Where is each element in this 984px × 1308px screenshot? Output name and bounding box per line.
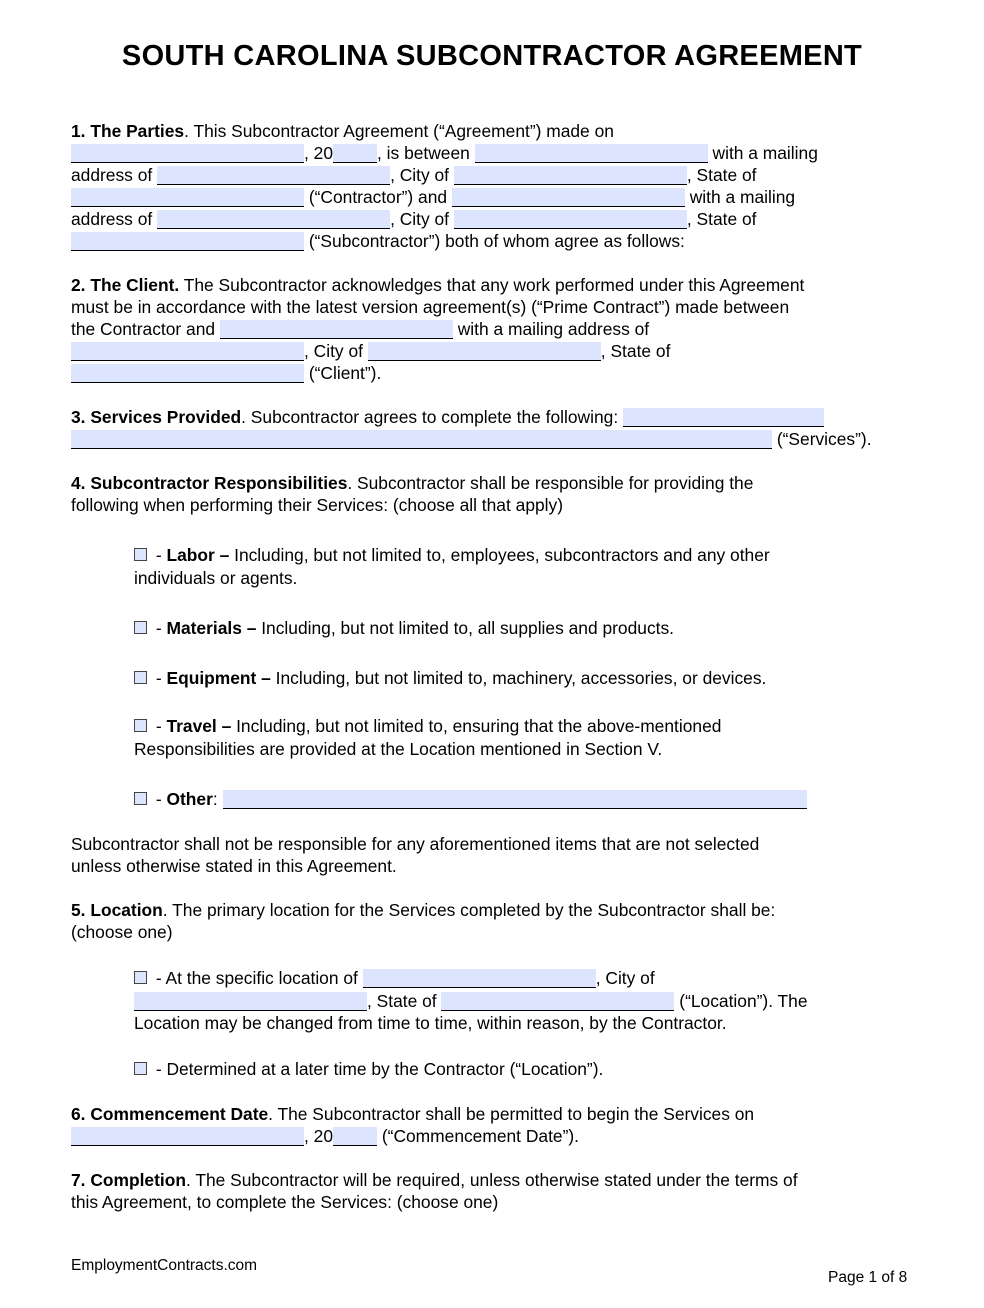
s2-text: , State of <box>600 341 671 361</box>
s5-heading: 5. Location <box>71 900 163 920</box>
client-state-field[interactable] <box>71 364 304 383</box>
other-option <box>134 788 807 810</box>
labor-text: individuals or agents. <box>134 568 298 588</box>
travel-text: Responsibilities are provided at the Location mentioned in Section V. <box>134 739 663 759</box>
materials-text: Including, but not limited to, all supplies and products. <box>256 618 674 638</box>
specific-location-option <box>134 967 655 989</box>
s5-text: . The primary location for the Services completed by the Subcontractor shall be: <box>162 900 776 920</box>
s2-line-5 <box>71 362 381 384</box>
client-name-field[interactable] <box>220 320 453 339</box>
equipment-checkbox[interactable] <box>134 671 147 684</box>
s1-text: , State of <box>686 165 757 185</box>
contractor-address-field[interactable] <box>157 166 390 185</box>
subcontractor-name-field[interactable] <box>452 188 685 207</box>
services-field-1[interactable] <box>623 408 824 427</box>
travel-option-line-2 <box>134 738 662 760</box>
equipment-option <box>134 667 766 689</box>
document-title: SOUTH CAROLINA SUBCONTRACTOR AGREEMENT <box>121 40 863 72</box>
dash: - <box>151 618 167 638</box>
s2-line-3 <box>71 318 649 340</box>
s4-note-text: Subcontractor shall not be responsible for any aforementioned items that are not selected <box>71 834 760 854</box>
s4-line-2 <box>71 494 563 516</box>
s2-text: must be in accordance with the latest version agreement(s) (“Prime Contract”) made between <box>71 297 790 317</box>
s1-text: , 20 <box>304 143 334 163</box>
s7-text: this Agreement, to complete the Services: (choose one) <box>71 1192 499 1212</box>
s1-text: , City of <box>390 165 450 185</box>
s1-text: , is between <box>377 143 470 163</box>
s1-text: with a mailing <box>712 143 818 163</box>
s4-heading: 4. Subcontractor Responsibilities <box>71 473 348 493</box>
location-city-field[interactable] <box>134 992 367 1011</box>
specific-location-line-3 <box>134 1012 727 1034</box>
services-field-2[interactable] <box>71 430 772 449</box>
s2-line-1 <box>71 274 804 296</box>
labor-option <box>134 544 770 566</box>
s1-text: (“Contractor”) and <box>308 187 448 207</box>
s5-text: , State of <box>367 991 437 1011</box>
s1-text: , State of <box>686 209 757 229</box>
footer-site: EmploymentContracts.com <box>71 1257 258 1274</box>
s1-text: , City of <box>390 209 450 229</box>
s7-line-2 <box>71 1191 498 1213</box>
subcontractor-state-field[interactable] <box>71 232 304 251</box>
s1-line-6 <box>71 230 685 252</box>
s1-line-5 <box>71 208 756 230</box>
s5-text: Location may be changed from time to time, within reason, by the Contractor. <box>134 1013 727 1033</box>
s1-text: (“Subcontractor”) both of whom agree as follows: <box>308 231 685 251</box>
s2-text: The Subcontractor acknowledges that any work performed under this Agreement <box>179 275 805 295</box>
contractor-city-field[interactable] <box>454 166 687 185</box>
s5-text: (choose one) <box>71 922 173 942</box>
subcontractor-address-field[interactable] <box>157 210 390 229</box>
s6-text: (“Commencement Date”). <box>381 1126 579 1146</box>
s6-text: , 20 <box>304 1126 334 1146</box>
s7-line-1 <box>71 1169 798 1191</box>
travel-checkbox[interactable] <box>134 719 147 732</box>
location-address-field[interactable] <box>363 969 596 988</box>
s7-heading: 7. Completion <box>71 1170 186 1190</box>
equipment-text: Including, but not limited to, machinery, accessories, or devices. <box>270 668 767 688</box>
s5-line-1 <box>71 899 775 921</box>
client-city-field[interactable] <box>368 342 601 361</box>
s3-text: . Subcontractor agrees to complete the following: <box>241 407 619 427</box>
s1-text: address of <box>71 209 153 229</box>
dash: - <box>151 716 167 736</box>
s3-line-1 <box>71 406 824 428</box>
s4-line-1 <box>71 472 753 494</box>
s6-heading: 6. Commencement Date <box>71 1104 269 1124</box>
s2-text: with a mailing address of <box>457 319 650 339</box>
s2-line-4 <box>71 340 670 362</box>
labor-option-line-2 <box>134 567 297 589</box>
other-label: Other <box>166 789 213 809</box>
s1-text: address of <box>71 165 153 185</box>
later-location-option <box>134 1058 603 1080</box>
s5-line-2 <box>71 921 173 943</box>
colon: : <box>212 789 218 809</box>
commencement-date-field[interactable] <box>71 1127 304 1146</box>
s5-text: (“Location”). The <box>679 991 808 1011</box>
page-number: Page 1 of 8 <box>828 1269 908 1286</box>
s2-heading: 2. The Client. <box>71 275 180 295</box>
materials-checkbox[interactable] <box>134 621 147 634</box>
s6-line-1 <box>71 1103 754 1125</box>
s1-line-4 <box>71 186 795 208</box>
s1-text: with a mailing <box>689 187 796 207</box>
contractor-state-field[interactable] <box>71 188 304 207</box>
s3-text: (“Services”). <box>776 429 872 449</box>
client-address-field[interactable] <box>71 342 304 361</box>
s4-note-1 <box>71 833 759 855</box>
materials-option <box>134 617 674 639</box>
s4-note-text: unless otherwise stated in this Agreement. <box>71 856 397 876</box>
subcontractor-city-field[interactable] <box>454 210 687 229</box>
specific-location-checkbox[interactable] <box>134 971 147 984</box>
dash: - <box>151 545 167 565</box>
s4-note-2 <box>71 855 397 877</box>
s1-line-1 <box>71 120 614 142</box>
specific-location-line-2 <box>134 990 808 1012</box>
other-field[interactable] <box>223 790 807 809</box>
s1-heading: 1. The Parties <box>71 121 185 141</box>
s3-heading: 3. Services Provided <box>71 407 242 427</box>
s1-text: . This Subcontractor Agreement (“Agreement”) made on <box>184 121 614 141</box>
travel-text: Including, but not limited to, ensuring that the above-mentioned <box>231 716 722 736</box>
s5-text: - Determined at a later time by the Contractor (“Location”). <box>151 1059 604 1079</box>
s2-line-2 <box>71 296 789 318</box>
s4-text: . Subcontractor shall be responsible for providing the <box>347 473 754 493</box>
materials-label: Materials – <box>166 618 257 638</box>
dash: - <box>151 789 167 809</box>
labor-text: Including, but not limited to, employees, subcontractors and any other <box>229 545 770 565</box>
travel-option <box>134 715 721 737</box>
s2-text: , City of <box>304 341 363 361</box>
s2-text: (“Client”). <box>308 363 382 383</box>
s7-text: . The Subcontractor will be required, unless otherwise stated under the terms of <box>185 1170 798 1190</box>
dash: - <box>151 668 167 688</box>
labor-label: Labor – <box>166 545 230 565</box>
s5-text: - At the specific location of <box>151 968 358 988</box>
s2-text: the Contractor and <box>71 319 216 339</box>
s6-line-2 <box>71 1125 579 1147</box>
later-location-checkbox[interactable] <box>134 1062 147 1075</box>
commencement-year-field[interactable] <box>333 1127 377 1146</box>
equipment-label: Equipment – <box>166 668 271 688</box>
s3-line-2 <box>71 428 872 450</box>
labor-checkbox[interactable] <box>134 548 147 561</box>
other-checkbox[interactable] <box>134 792 147 805</box>
s1-line-2 <box>71 142 818 164</box>
location-state-field[interactable] <box>441 992 674 1011</box>
s1-line-3 <box>71 164 756 186</box>
s6-text: . The Subcontractor shall be permitted to begin the Services on <box>268 1104 755 1124</box>
travel-label: Travel – <box>166 716 232 736</box>
s4-text: following when performing their Services: (choose all that apply) <box>71 495 564 515</box>
contractor-name-field[interactable] <box>475 144 708 163</box>
agreement-year-field[interactable] <box>333 144 377 163</box>
agreement-date-field[interactable] <box>71 144 304 163</box>
s5-text: , City of <box>595 968 655 988</box>
